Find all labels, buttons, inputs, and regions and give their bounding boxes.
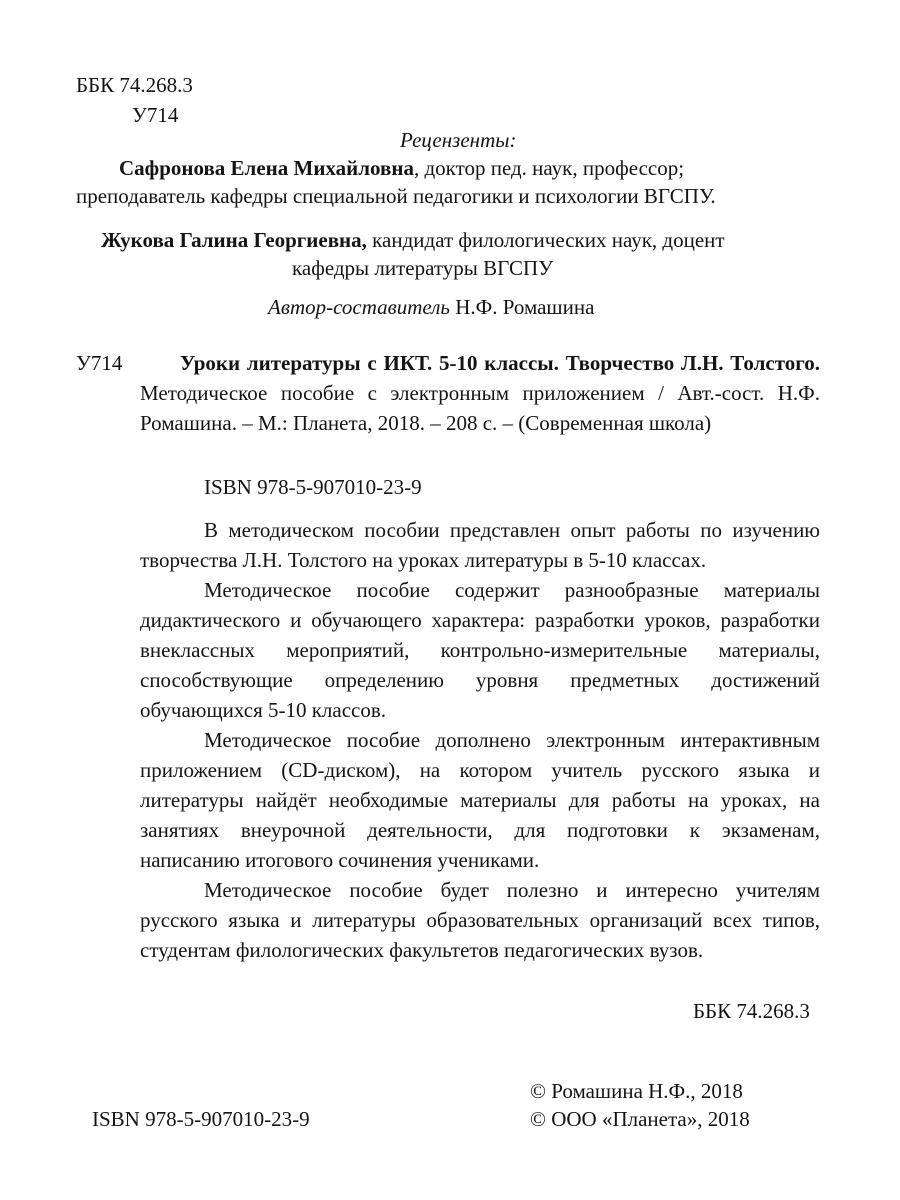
reviewer-2-title: кандидат филологических наук, доцент [366, 228, 725, 252]
annotation-paragraph: Методическое пособие будет полезно и интересно учителям русского языка и литературы образовательных организаций всех типов, студентам филологических факультетов педагогических вузов. [140, 878, 820, 962]
bib-record [140, 348, 820, 438]
annotation-paragraph: В методическом пособии представлен опыт работы по изучению творчества Л.Н. Толстого на уроках литературы в 5-10 классах. [140, 518, 820, 572]
reviewer-1-name: Сафронова Елена Михайловна [119, 156, 414, 180]
reviewer-2-name: Жукова Галина Георгиевна, [101, 228, 367, 252]
compiler-line [268, 292, 594, 322]
isbn-footer: ISBN 978-5-907010-23-9 [92, 1107, 310, 1131]
reviewer-2-line-1 [101, 225, 725, 255]
bbk-index: ББК 74.268.3 [76, 73, 193, 97]
bbk-footer: ББК 74.268.3 [693, 999, 810, 1023]
compiler-label: Автор-составитель [268, 295, 450, 319]
compiler-name: Н.Ф. Ромашина [449, 295, 595, 319]
reviewer-1-line-1 [119, 153, 684, 183]
bib-details: Методическое пособие с электронным приложением / Авт.-сост. Н.Ф. Ромашина. – М.: Планета, 2018. – 208 с. – (Современная школа) [140, 381, 820, 435]
reviewer-2-line-2: кафедры литературы ВГСПУ [292, 256, 554, 280]
annotation [140, 515, 820, 965]
reviewers-heading: Рецензенты: [400, 128, 517, 152]
reviewer-1-title: , доктор пед. наук, профессор; [413, 156, 685, 180]
bib-code: У714 [76, 351, 123, 375]
isbn-main: ISBN 978-5-907010-23-9 [204, 475, 422, 499]
copyright-author: © Ромашина Н.Ф., 2018 [530, 1079, 743, 1103]
author-mark: У714 [132, 103, 179, 127]
annotation-paragraph: Методическое пособие дополнено электронным интерактивным приложением (CD-диском), на котором учитель русского языка и литературы найдёт необходимые материалы для работы на уроках, на занятиях внеурочной деятельности, для подготовки к экзаменам, написанию итогового сочинения учениками. [140, 728, 820, 872]
reviewer-1-line-2: преподаватель кафедры специальной педагогики и психологии ВГСПУ. [76, 184, 716, 208]
bib-title: Уроки литературы с ИКТ. 5-10 классы. Творчество Л.Н. Толстого. [180, 351, 820, 375]
annotation-paragraph: Методическое пособие содержит разнообразные материалы дидактического и обучающего характера: разработки уроков, разработки внеклассных мероприятий, контрольно-измерительные материалы, способствующие определению уровня предметных достижений обучающихся 5-10 классов. [140, 578, 820, 722]
copyright-publisher: © ООО «Планета», 2018 [530, 1107, 750, 1131]
